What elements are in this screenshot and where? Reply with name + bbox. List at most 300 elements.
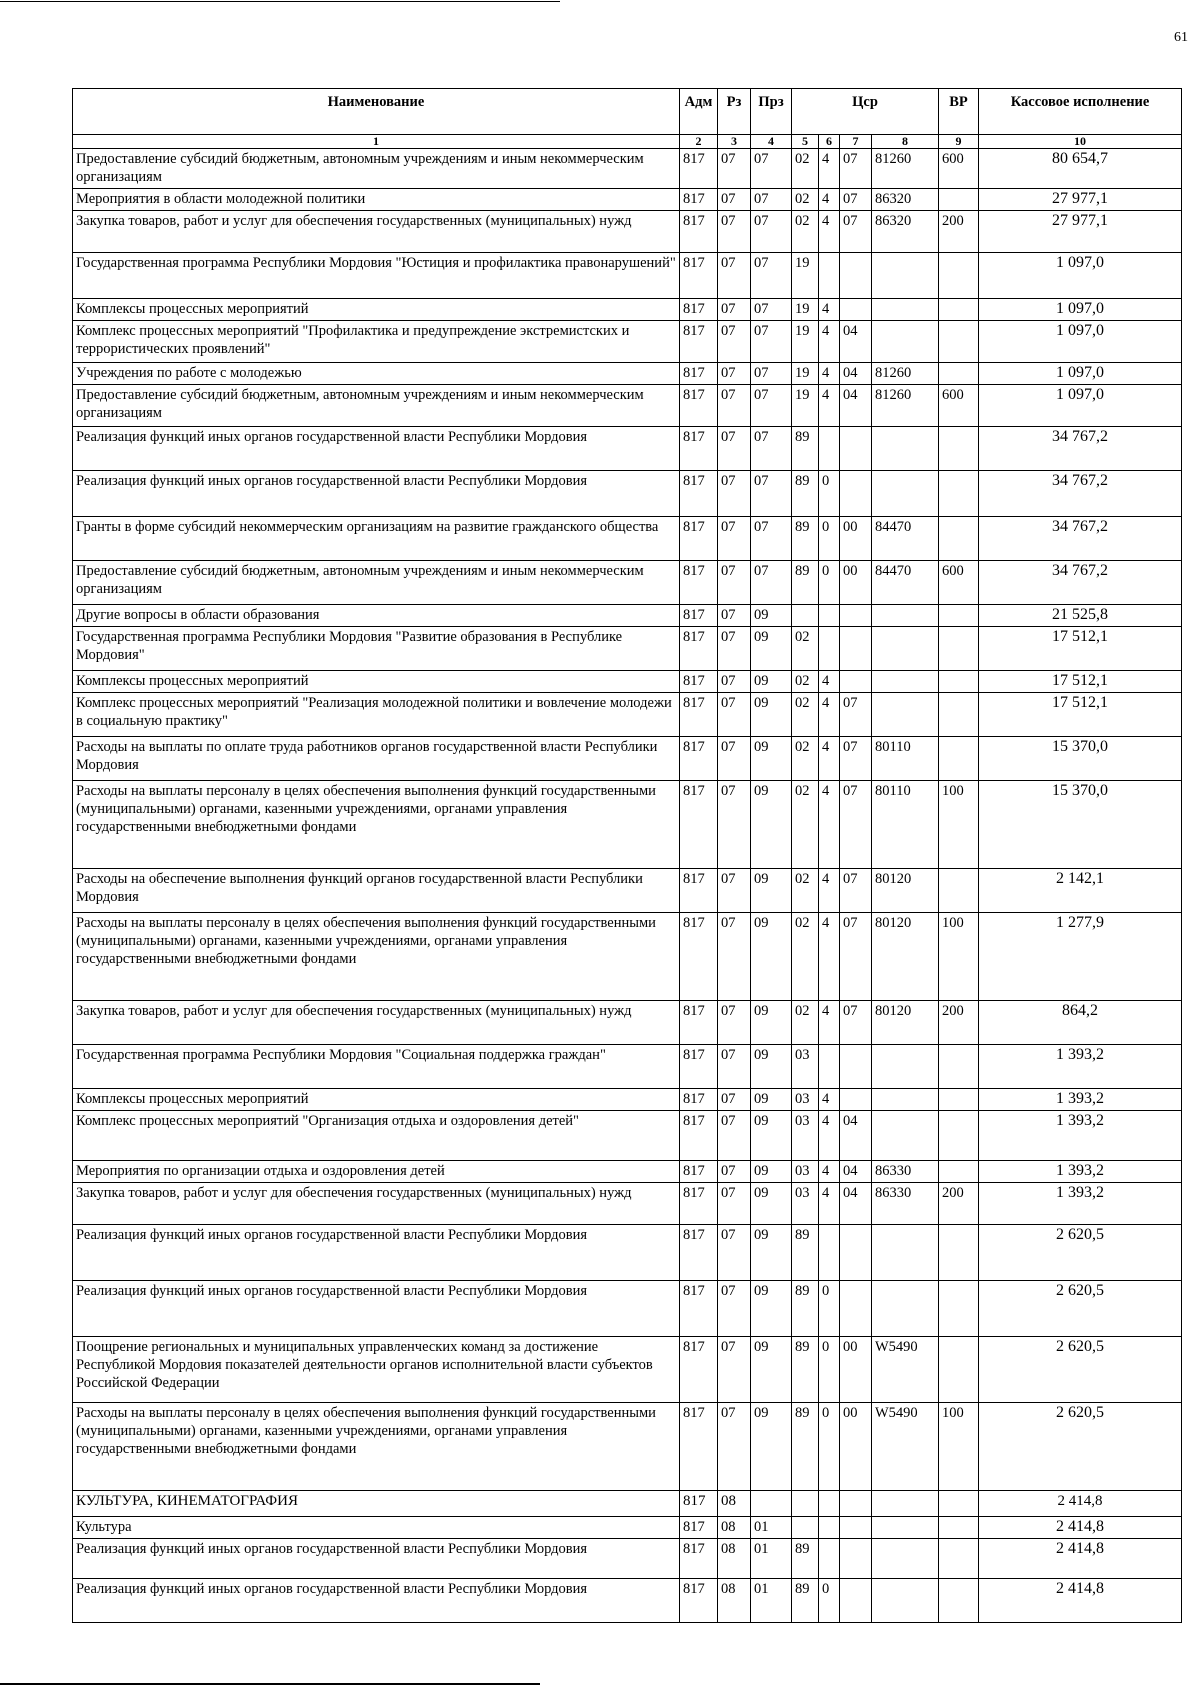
table-row (73, 1225, 1182, 1281)
cell-rz: 07 (718, 627, 751, 671)
row-name: Комплекс процессных мероприятий "Организация отдыха и оздоровления детей" (73, 1111, 680, 1161)
cell-csr-type (819, 627, 840, 671)
cell-csr-complex (840, 1539, 872, 1579)
cell-amount: 34 767,2 (979, 517, 1182, 561)
table-row (73, 1539, 1182, 1579)
table-body (73, 149, 1182, 1623)
cell-vr (939, 189, 979, 211)
cell-csr-direction (872, 1225, 939, 1281)
cell-vr (939, 321, 979, 363)
cell-csr-complex (840, 427, 872, 471)
cell-csr-program: 02 (792, 189, 819, 211)
cell-adm: 817 (680, 869, 718, 913)
cell-csr-program: 89 (792, 561, 819, 605)
table-row (73, 321, 1182, 363)
cell-csr-direction (872, 671, 939, 693)
table-row (73, 1281, 1182, 1337)
cell-csr-complex (840, 1491, 872, 1517)
cell-prz: 07 (751, 149, 792, 189)
cell-csr-program: 03 (792, 1045, 819, 1089)
cell-vr (939, 1491, 979, 1517)
cell-csr-complex: 00 (840, 1337, 872, 1403)
table-row (73, 1089, 1182, 1111)
cell-adm: 817 (680, 427, 718, 471)
cell-vr (939, 869, 979, 913)
cell-vr (939, 1045, 979, 1089)
cell-csr-direction: W5490 (872, 1403, 939, 1491)
row-name: Культура (73, 1517, 680, 1539)
cell-rz: 07 (718, 1111, 751, 1161)
cell-vr (939, 1111, 979, 1161)
header-adm: Адм (680, 89, 718, 135)
cell-rz: 07 (718, 1337, 751, 1403)
table-row (73, 627, 1182, 671)
cell-adm: 817 (680, 517, 718, 561)
row-name: Поощрение региональных и муниципальных управленческих команд за достижение Республикой Мордовия показателей деятельности органов исполнительной власти субъектов Российской Федерации (73, 1337, 680, 1403)
cell-rz: 07 (718, 671, 751, 693)
cell-vr (939, 737, 979, 781)
row-name: Учреждения по работе с молодежью (73, 363, 680, 385)
column-number: 9 (939, 135, 979, 149)
cell-rz: 07 (718, 869, 751, 913)
cell-amount: 15 370,0 (979, 737, 1182, 781)
cell-csr-type (819, 427, 840, 471)
cell-csr-program: 02 (792, 781, 819, 869)
cell-adm: 817 (680, 321, 718, 363)
cell-csr-type: 4 (819, 1001, 840, 1045)
cell-csr-type: 4 (819, 321, 840, 363)
cell-amount: 80 654,7 (979, 149, 1182, 189)
cell-prz (751, 1491, 792, 1517)
table-row (73, 1161, 1182, 1183)
cell-csr-direction: 80120 (872, 869, 939, 913)
table-row (73, 781, 1182, 869)
cell-csr-direction: 86330 (872, 1183, 939, 1225)
cell-csr-direction (872, 253, 939, 299)
cell-adm: 817 (680, 561, 718, 605)
header-csr: Цср (792, 89, 939, 135)
table-row (73, 427, 1182, 471)
cell-adm: 817 (680, 299, 718, 321)
cell-vr (939, 471, 979, 517)
row-name: Реализация функций иных органов государственной власти Республики Мордовия (73, 1281, 680, 1337)
cell-vr: 100 (939, 913, 979, 1001)
cell-csr-complex: 07 (840, 1001, 872, 1045)
cell-adm: 817 (680, 1337, 718, 1403)
cell-amount: 34 767,2 (979, 427, 1182, 471)
table-row (73, 1045, 1182, 1089)
cell-csr-complex (840, 1045, 872, 1089)
cell-prz: 07 (751, 561, 792, 605)
cell-prz: 07 (751, 321, 792, 363)
cell-csr-program: 02 (792, 627, 819, 671)
row-name: Комплексы процессных мероприятий (73, 1089, 680, 1111)
cell-prz: 09 (751, 671, 792, 693)
column-number: 3 (718, 135, 751, 149)
cell-csr-program (792, 1517, 819, 1539)
cell-rz: 07 (718, 1281, 751, 1337)
cell-csr-program: 02 (792, 671, 819, 693)
cell-csr-type: 4 (819, 781, 840, 869)
cell-csr-complex: 04 (840, 321, 872, 363)
cell-csr-type: 4 (819, 211, 840, 253)
cell-csr-direction (872, 1089, 939, 1111)
table-row (73, 189, 1182, 211)
cell-csr-program (792, 605, 819, 627)
cell-vr (939, 1161, 979, 1183)
cell-adm: 817 (680, 1539, 718, 1579)
cell-amount: 1 393,2 (979, 1045, 1182, 1089)
cell-amount: 864,2 (979, 1001, 1182, 1045)
cell-csr-complex: 04 (840, 1111, 872, 1161)
cell-amount: 34 767,2 (979, 561, 1182, 605)
cell-rz: 07 (718, 149, 751, 189)
cell-csr-complex: 04 (840, 1183, 872, 1225)
cell-csr-program: 89 (792, 471, 819, 517)
cell-rz: 07 (718, 1161, 751, 1183)
cell-adm: 817 (680, 1089, 718, 1111)
table-row (73, 471, 1182, 517)
cell-csr-program: 89 (792, 1403, 819, 1491)
cell-rz: 07 (718, 1225, 751, 1281)
row-name: Закупка товаров, работ и услуг для обеспечения государственных (муниципальных) нужд (73, 211, 680, 253)
table-row (73, 1579, 1182, 1623)
cell-csr-program: 19 (792, 321, 819, 363)
cell-csr-type: 4 (819, 189, 840, 211)
cell-csr-direction: 81260 (872, 363, 939, 385)
cell-csr-program: 19 (792, 363, 819, 385)
cell-prz: 01 (751, 1579, 792, 1623)
cell-csr-complex: 00 (840, 561, 872, 605)
row-name: Государственная программа Республики Мордовия "Юстиция и профилактика правонарушений" (73, 253, 680, 299)
cell-csr-type (819, 1045, 840, 1089)
cell-vr: 600 (939, 149, 979, 189)
cell-csr-program: 02 (792, 1001, 819, 1045)
cell-csr-complex (840, 1579, 872, 1623)
column-number-row (73, 135, 1182, 149)
cell-csr-direction (872, 427, 939, 471)
cell-vr: 100 (939, 781, 979, 869)
cell-csr-direction (872, 1517, 939, 1539)
cell-csr-direction (872, 1539, 939, 1579)
cell-csr-complex: 00 (840, 1403, 872, 1491)
cell-csr-complex: 04 (840, 1161, 872, 1183)
cell-amount: 2 414,8 (979, 1491, 1182, 1517)
cell-csr-program: 89 (792, 1337, 819, 1403)
cell-prz: 07 (751, 299, 792, 321)
cell-rz: 07 (718, 1089, 751, 1111)
cell-prz: 07 (751, 385, 792, 427)
row-name: Мероприятия по организации отдыха и оздоровления детей (73, 1161, 680, 1183)
header-row (73, 89, 1182, 135)
row-name: Реализация функций иных органов государственной власти Республики Мордовия (73, 1579, 680, 1623)
row-name: Расходы на выплаты персоналу в целях обеспечения выполнения функций государственными (муниципальными) органами, казенными учреждениями, органами управления государственными внебюджетными фондами (73, 913, 680, 1001)
cell-csr-complex (840, 605, 872, 627)
cell-csr-type: 0 (819, 1403, 840, 1491)
cell-adm: 817 (680, 1491, 718, 1517)
cell-vr (939, 1579, 979, 1623)
table-row (73, 561, 1182, 605)
row-name: Расходы на выплаты по оплате труда работников органов государственной власти Республики Мордовия (73, 737, 680, 781)
cell-prz: 09 (751, 1281, 792, 1337)
cell-csr-type: 4 (819, 299, 840, 321)
cell-csr-program: 02 (792, 913, 819, 1001)
table-row (73, 1517, 1182, 1539)
cell-prz: 07 (751, 189, 792, 211)
cell-vr (939, 627, 979, 671)
cell-csr-program: 89 (792, 1281, 819, 1337)
cell-csr-program: 02 (792, 149, 819, 189)
cell-csr-direction: 86320 (872, 211, 939, 253)
cell-prz: 09 (751, 737, 792, 781)
row-name: Предоставление субсидий бюджетным, автономным учреждениям и иным некоммерческим организациям (73, 385, 680, 427)
table-row (73, 737, 1182, 781)
cell-csr-type (819, 1517, 840, 1539)
cell-adm: 817 (680, 737, 718, 781)
cell-adm: 817 (680, 1579, 718, 1623)
cell-amount: 1 097,0 (979, 363, 1182, 385)
cell-csr-type: 0 (819, 561, 840, 605)
cell-vr: 100 (939, 1403, 979, 1491)
cell-csr-complex: 04 (840, 363, 872, 385)
cell-amount: 2 620,5 (979, 1403, 1182, 1491)
cell-csr-complex (840, 1517, 872, 1539)
cell-csr-complex: 07 (840, 781, 872, 869)
cell-adm: 817 (680, 1225, 718, 1281)
cell-csr-type: 4 (819, 1183, 840, 1225)
table-row (73, 385, 1182, 427)
cell-amount: 2 620,5 (979, 1281, 1182, 1337)
cell-vr (939, 605, 979, 627)
cell-csr-direction: W5490 (872, 1337, 939, 1403)
header-rz: Рз (718, 89, 751, 135)
cell-amount: 1 097,0 (979, 385, 1182, 427)
cell-csr-direction (872, 1111, 939, 1161)
cell-adm: 817 (680, 913, 718, 1001)
cell-csr-complex: 07 (840, 737, 872, 781)
cell-csr-direction: 86330 (872, 1161, 939, 1183)
row-name: Расходы на обеспечение выполнения функций органов государственной власти Республики Мордовия (73, 869, 680, 913)
table-row (73, 1111, 1182, 1161)
cell-amount: 17 512,1 (979, 671, 1182, 693)
cell-amount: 1 277,9 (979, 913, 1182, 1001)
cell-prz: 09 (751, 1337, 792, 1403)
cell-rz: 07 (718, 517, 751, 561)
cell-adm: 817 (680, 1403, 718, 1491)
cell-rz: 07 (718, 693, 751, 737)
cell-adm: 817 (680, 693, 718, 737)
row-name: Расходы на выплаты персоналу в целях обеспечения выполнения функций государственными (муниципальными) органами, казенными учреждениями, органами управления государственными внебюджетными фондами (73, 781, 680, 869)
column-number: 8 (872, 135, 939, 149)
cell-amount: 21 525,8 (979, 605, 1182, 627)
row-name: Закупка товаров, работ и услуг для обеспечения государственных (муниципальных) нужд (73, 1183, 680, 1225)
cell-amount: 1 393,2 (979, 1183, 1182, 1225)
cell-amount: 27 977,1 (979, 211, 1182, 253)
table-row (73, 517, 1182, 561)
row-name: Комплекс процессных мероприятий "Реализация молодежной политики и вовлечение молодежи в социальную практику" (73, 693, 680, 737)
cell-rz: 07 (718, 561, 751, 605)
row-name: Комплексы процессных мероприятий (73, 671, 680, 693)
cell-csr-program: 89 (792, 1579, 819, 1623)
cell-prz: 09 (751, 1001, 792, 1045)
cell-vr (939, 1539, 979, 1579)
row-name: Закупка товаров, работ и услуг для обеспечения государственных (муниципальных) нужд (73, 1001, 680, 1045)
cell-adm: 817 (680, 1001, 718, 1045)
column-number: 2 (680, 135, 718, 149)
budget-table (72, 88, 1182, 1623)
cell-rz: 07 (718, 913, 751, 1001)
cell-vr: 200 (939, 1183, 979, 1225)
cell-csr-program: 19 (792, 299, 819, 321)
cell-csr-complex (840, 1089, 872, 1111)
cell-csr-program: 03 (792, 1161, 819, 1183)
cell-rz: 07 (718, 1403, 751, 1491)
row-name: Предоставление субсидий бюджетным, автономным учреждениям и иным некоммерческим организациям (73, 149, 680, 189)
cell-amount: 2 414,8 (979, 1517, 1182, 1539)
cell-csr-complex: 07 (840, 693, 872, 737)
cell-prz: 07 (751, 427, 792, 471)
cell-csr-type: 4 (819, 671, 840, 693)
cell-prz: 07 (751, 517, 792, 561)
row-name: Реализация функций иных органов государственной власти Республики Мордовия (73, 1539, 680, 1579)
cell-csr-type: 4 (819, 913, 840, 1001)
row-name: Комплексы процессных мероприятий (73, 299, 680, 321)
cell-csr-type: 4 (819, 1089, 840, 1111)
cell-csr-complex (840, 1281, 872, 1337)
cell-csr-direction (872, 1045, 939, 1089)
cell-rz: 08 (718, 1517, 751, 1539)
cell-amount: 2 620,5 (979, 1337, 1182, 1403)
cell-rz: 07 (718, 781, 751, 869)
cell-csr-type: 0 (819, 1337, 840, 1403)
cell-csr-complex (840, 471, 872, 517)
cell-prz: 09 (751, 627, 792, 671)
cell-amount: 1 097,0 (979, 321, 1182, 363)
cell-vr: 600 (939, 385, 979, 427)
column-number: 7 (840, 135, 872, 149)
cell-amount: 2 414,8 (979, 1579, 1182, 1623)
row-name: Реализация функций иных органов государственной власти Республики Мордовия (73, 471, 680, 517)
cell-csr-complex (840, 627, 872, 671)
cell-csr-program: 02 (792, 869, 819, 913)
cell-rz: 07 (718, 471, 751, 517)
table-row (73, 605, 1182, 627)
cell-csr-direction: 86320 (872, 189, 939, 211)
cell-rz: 08 (718, 1491, 751, 1517)
cell-prz: 09 (751, 1183, 792, 1225)
cell-prz: 09 (751, 1403, 792, 1491)
cell-csr-program: 03 (792, 1089, 819, 1111)
cell-vr: 200 (939, 1001, 979, 1045)
cell-csr-complex (840, 1225, 872, 1281)
cell-csr-complex: 07 (840, 149, 872, 189)
header-vr: ВР (939, 89, 979, 135)
table-row (73, 253, 1182, 299)
cell-adm: 817 (680, 1111, 718, 1161)
cell-csr-direction (872, 1579, 939, 1623)
cell-csr-complex: 07 (840, 211, 872, 253)
cell-csr-direction (872, 627, 939, 671)
row-name: Другие вопросы в области образования (73, 605, 680, 627)
cell-csr-direction: 80110 (872, 781, 939, 869)
cell-csr-complex (840, 253, 872, 299)
cell-amount: 1 097,0 (979, 253, 1182, 299)
header-name: Наименование (73, 89, 680, 135)
cell-rz: 07 (718, 189, 751, 211)
cell-csr-type: 0 (819, 1281, 840, 1337)
cell-rz: 07 (718, 1183, 751, 1225)
cell-csr-complex: 07 (840, 869, 872, 913)
cell-adm: 817 (680, 605, 718, 627)
cell-csr-direction: 84470 (872, 561, 939, 605)
cell-csr-type: 4 (819, 149, 840, 189)
column-number: 1 (73, 135, 680, 149)
cell-csr-program: 89 (792, 1225, 819, 1281)
cell-vr (939, 671, 979, 693)
cell-vr (939, 1089, 979, 1111)
cell-adm: 817 (680, 385, 718, 427)
cell-adm: 817 (680, 471, 718, 517)
cell-rz: 08 (718, 1579, 751, 1623)
cell-adm: 817 (680, 1045, 718, 1089)
cell-csr-type: 4 (819, 737, 840, 781)
cell-csr-program: 19 (792, 385, 819, 427)
cell-csr-type: 0 (819, 1579, 840, 1623)
cell-vr: 200 (939, 211, 979, 253)
cell-amount: 1 097,0 (979, 299, 1182, 321)
cell-csr-type: 4 (819, 1111, 840, 1161)
cell-vr: 600 (939, 561, 979, 605)
cell-adm: 817 (680, 149, 718, 189)
row-name: Гранты в форме субсидий некоммерческим организациям на развитие гражданского общества (73, 517, 680, 561)
cell-rz: 07 (718, 253, 751, 299)
cell-amount: 17 512,1 (979, 627, 1182, 671)
cell-amount: 17 512,1 (979, 693, 1182, 737)
cell-csr-type: 4 (819, 869, 840, 913)
cell-csr-type: 4 (819, 693, 840, 737)
cell-csr-complex: 07 (840, 189, 872, 211)
cell-prz: 09 (751, 1045, 792, 1089)
cell-csr-direction (872, 1491, 939, 1517)
cell-vr (939, 427, 979, 471)
cell-vr (939, 1517, 979, 1539)
cell-csr-program: 03 (792, 1111, 819, 1161)
cell-adm: 817 (680, 781, 718, 869)
column-number: 6 (819, 135, 840, 149)
table-row (73, 299, 1182, 321)
cell-vr (939, 363, 979, 385)
row-name: КУЛЬТУРА, КИНЕМАТОГРАФИЯ (73, 1491, 680, 1517)
cell-amount: 15 370,0 (979, 781, 1182, 869)
cell-csr-type: 4 (819, 385, 840, 427)
cell-csr-program (792, 1491, 819, 1517)
table-row (73, 211, 1182, 253)
row-name: Комплекс процессных мероприятий "Профилактика и предупреждение экстремистских и террористических проявлений" (73, 321, 680, 363)
cell-csr-program: 02 (792, 737, 819, 781)
row-name: Мероприятия в области молодежной политики (73, 189, 680, 211)
cell-prz: 09 (751, 693, 792, 737)
table-row (73, 1491, 1182, 1517)
cell-csr-program: 02 (792, 693, 819, 737)
cell-csr-type (819, 253, 840, 299)
cell-prz: 09 (751, 781, 792, 869)
cell-prz: 09 (751, 1111, 792, 1161)
cell-csr-complex: 00 (840, 517, 872, 561)
table-row (73, 913, 1182, 1001)
cell-rz: 07 (718, 1045, 751, 1089)
cell-prz: 01 (751, 1539, 792, 1579)
cell-amount: 27 977,1 (979, 189, 1182, 211)
